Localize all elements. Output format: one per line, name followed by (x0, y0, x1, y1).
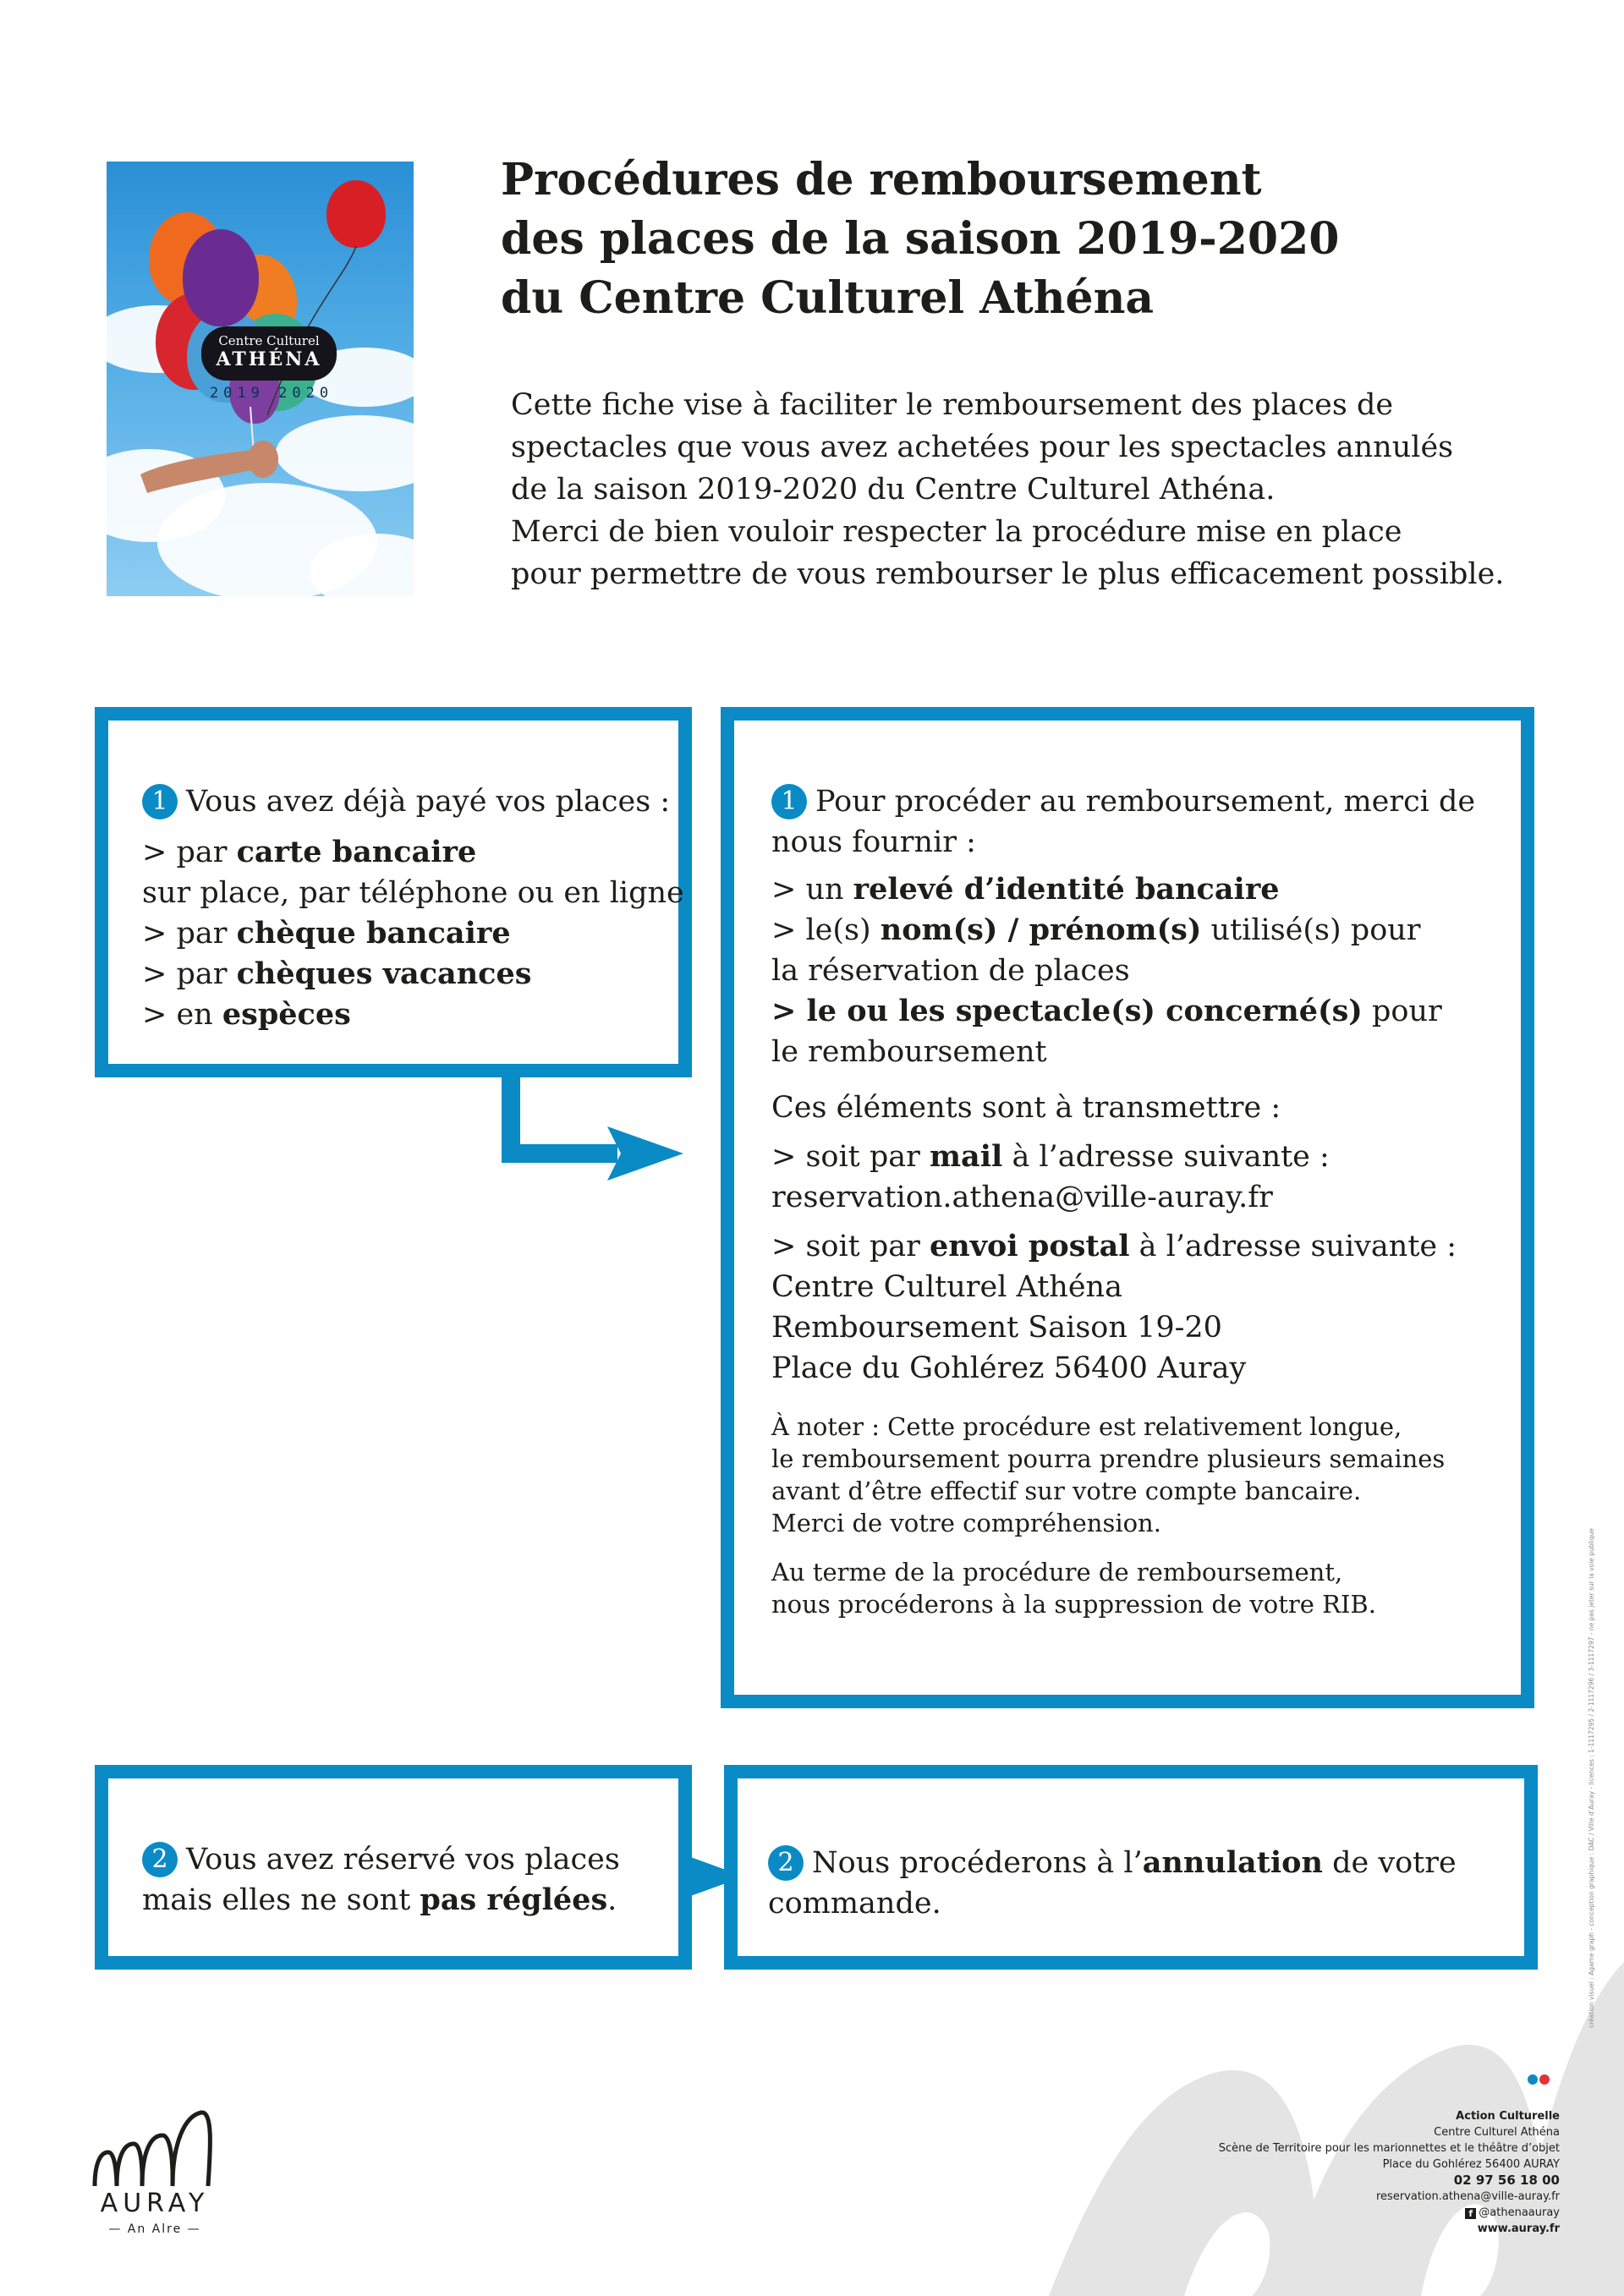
arrow-box1-to-box2 (511, 1067, 617, 1153)
postal-address-line: Remboursement Saison 19-20 (771, 1311, 1222, 1345)
facebook-link[interactable]: f @athenaauray (1052, 2205, 1560, 2221)
list-item: > soit par envoi postal à l’adresse suivante : (771, 1229, 1457, 1263)
list-item: > le ou les spectacle(s) concerné(s) pour (771, 994, 1442, 1028)
paid-places-box (95, 707, 692, 1077)
auray-logo: AURAY — An Alre — (91, 2106, 218, 2249)
list-item: > par chèques vacances (142, 956, 532, 991)
list-item: > le(s) nom(s) / prénom(s) utilisé(s) pour (771, 912, 1421, 947)
arrow-head-1 (607, 1126, 683, 1181)
website-link[interactable]: www.auray.fr (1477, 2222, 1560, 2235)
refund-procedure-heading: 1 Pour procéder au remboursement, merci de (771, 781, 1475, 822)
step-badge: 1 (771, 784, 807, 819)
dot-blue (1528, 2074, 1538, 2085)
cancellation-box: 2 Nous procéderons à l’annulation de votre commande. (724, 1765, 1538, 1970)
reserved-unpaid-box: 2 Vous avez réservé vos places mais elles ne sont pas réglées. (95, 1765, 692, 1970)
facebook-icon: f (1465, 2208, 1476, 2219)
list-item: > un relevé d’identité bancaire (771, 872, 1280, 907)
phone-number[interactable]: 02 97 56 18 00 (1453, 2173, 1560, 2188)
email-address[interactable]: reservation.athena@ville-auray.fr (771, 1181, 1273, 1214)
intro-paragraph: Cette fiche vise à faciliter le remboursement des places de spectacles que vous avez achetées pour les spectacles annulés de la saison 2019-2020 du Centre Culturel Athéna. Merci de bien vouloir respecter la procédure mise en place pour permettre de vous rembourser le plus efficacement possible. (511, 388, 1505, 591)
auray-logo-mark (91, 2106, 218, 2190)
step-badge: 2 (142, 1842, 178, 1877)
postal-address-line: Place du Gohlérez 56400 Auray (771, 1351, 1247, 1385)
page-title: Procédures de remboursement des places de la saison 2019-2020 du Centre Culturel Athéna (501, 154, 1340, 324)
list-item: > en espèces (142, 997, 351, 1032)
refund-procedure-box: 1 Pour procéder au remboursement, merci de nous fournir : > un relevé d’identité bancaire > le(s) nom(s) / prénom(s) utilisé(s) pour la réservation de places > le ou les spectacle(s) concerné(s) pour le remboursement Ces éléments sont à transmettre : > soit par mail à l’adresse suivante : reservation.athena@ville-auray.fr > soit par envoi postal à l’adresse suivante : Centre Culturel Athéna Remboursement Saison 19-20 Place du Gohlérez 56400 Auray À noter : Cette procédure est relativement longue, le remboursement pourra prendre plusieurs semaines avant d’être effectif sur votre compte bancaire. Merci de votre compréhension. Au terme de la procédure de remboursement, nous procéderons à la suppression de votre RIB. (721, 707, 1534, 1708)
note-paragraph: À noter : Cette procédure est relativement longue, le remboursement pourra prendre plusieurs semaines avant d’être effectif sur votre compte bancaire. Merci de votre compréhension. Au terme de la procédure de remboursement, nous procéderons à la suppression de votre RIB. (771, 1412, 1446, 1619)
list-item: > soit par mail à l’adresse suivante : (771, 1139, 1330, 1174)
footer-email[interactable]: reservation.athena@ville-auray.fr (1375, 2190, 1560, 2203)
step-badge: 2 (768, 1845, 804, 1881)
cover-years: 2019 2020 (209, 385, 334, 402)
print-credit: création visuel : Agame graph - conception graphique : DAC / Ville d’Auray - licences : 1-1117295 / 2-1117296 / 3-1117297 - ne pas jeter sur la voie publique (1588, 1528, 1595, 2028)
cover-label: Centre Culturel ATHÉNA (201, 326, 337, 381)
postal-address-line: Centre Culturel Athéna (771, 1270, 1122, 1304)
step-badge: 1 (142, 784, 178, 819)
list-item: sur place, par téléphone ou en ligne (142, 876, 684, 910)
dot-red (1539, 2074, 1550, 2085)
list-item: > par carte bancaire (142, 835, 477, 869)
brand-dots (1526, 2072, 1560, 2084)
list-item: > par chèque bancaire (142, 916, 511, 951)
footer-contact: Action Culturelle Centre Culturel Athéna Scène de Territoire pour les marionnettes et le théâtre d’objet Place du Gohlérez 56400 AURAY 02 97 56 18 00 reservation.athena@ville-auray.fr f @athenaauray www.auray.fr (1052, 2108, 1560, 2237)
paid-places-heading: 1 Vous avez déjà payé vos places : (142, 781, 684, 822)
transmit-heading: Ces éléments sont à transmettre : (771, 1091, 1281, 1125)
